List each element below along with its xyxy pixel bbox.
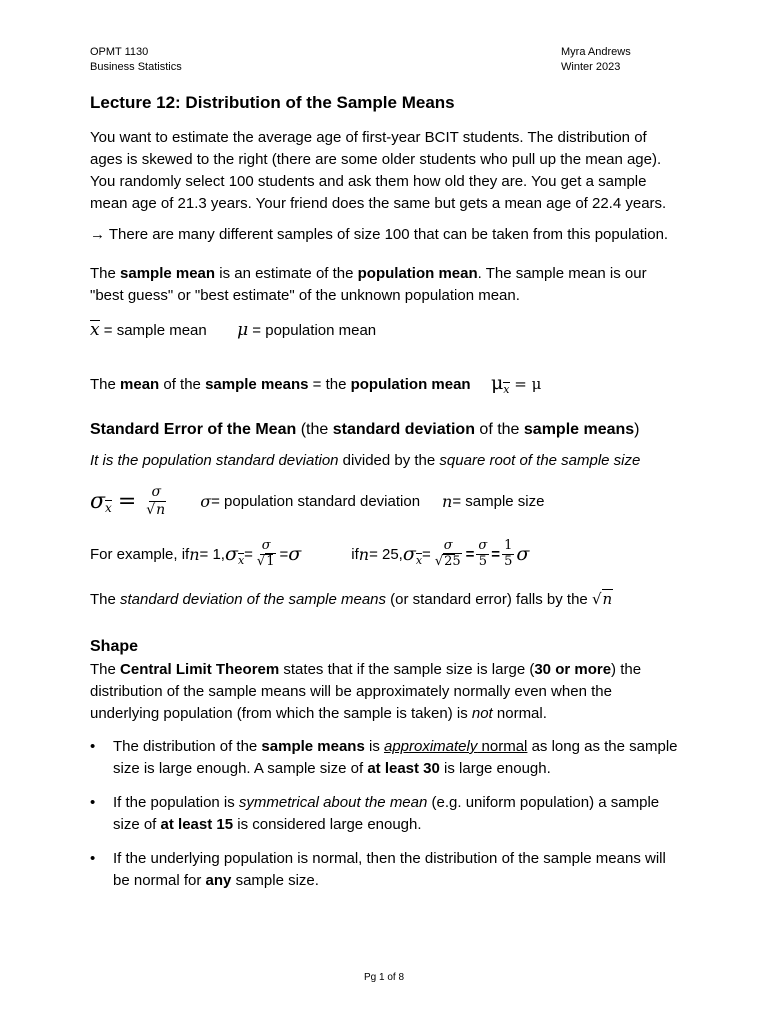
clt-paragraph: The Central Limit Theorem states that if the sample size is large (30 or more) the distribution of the sample means will be approximately normally even when the underlying population (from which the sample is taken) is not normal. (90, 661, 642, 722)
std-error-falls-line: The standard deviation of the sample means (or standard error) falls by the √n (90, 590, 613, 608)
mu-symbol: μ (237, 320, 249, 340)
definitions-line: x = sample mean μ = population mean (90, 320, 377, 340)
shape-heading: Shape (90, 638, 139, 655)
page-number: Pg 1 of 8 (363, 972, 405, 983)
std-error-formula: σ $_x$ = $\frac{\sigma}{√n}$ σ = population standard deviation n = sample size (90, 484, 545, 518)
example-line: For example, if n = 1, σ $_x$ = $\frac{\sigma}{√1}$ = σ if n = 25, σ $_x$ = $\frac{\sigma}{√25}$ = $\frac{\sigma}{5}$ = $\frac{1}{5}$ σ (90, 537, 530, 569)
std-error-description: It is the population standard deviation divided by the square root of the sample size (90, 452, 641, 469)
sample-mean-paragraph: The sample mean is an estimate of the population mean. The sample mean is our "best guess" or "best estimate" of the unknown population mean. (90, 265, 647, 304)
course-code: OPMT 1130 (90, 46, 149, 58)
page-title: Lecture 12: Distribution of the Sample Means (90, 93, 455, 112)
instructor-name: Myra Andrews (561, 46, 631, 58)
mean-of-means-line: The mean of the sample means = the population mean $\mu_x = \mu$ (90, 372, 542, 396)
course-name: Business Statistics (90, 61, 182, 73)
term: Winter 2023 (561, 61, 621, 73)
std-error-heading: Standard Error of the Mean (the standard deviation of the sample means) (90, 421, 640, 438)
xbar-symbol: x (90, 320, 100, 340)
intro-paragraph: You want to estimate the average age of first-year BCIT students. The distribution of ages is skewed to the right (there are some older students who pull up the mean age). You randomly select 100 students and ask them how old they are. You get a sample mean age of 21.3 years. Your friend does the same but gets a mean age of 22.4 years. (90, 129, 667, 212)
arrow-note: → There are many different samples of size 100 that can be taken from this population. (90, 226, 669, 243)
